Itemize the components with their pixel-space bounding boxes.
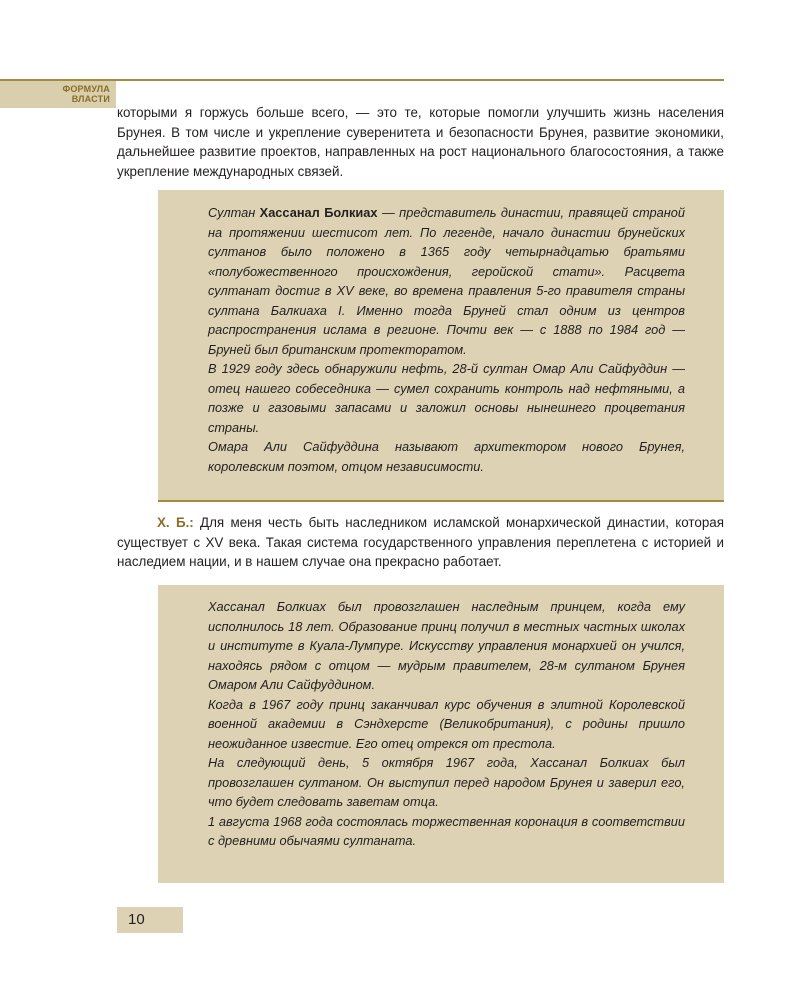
sidebar-box-biography-text xyxy=(208,597,685,851)
sidebar-box-dynasty-text xyxy=(208,203,685,476)
box2-paragraph-4: 1 августа 1968 года состоялась торжественная коронация в соответствии с древними обычаями султаната. xyxy=(208,813,685,848)
section-tab xyxy=(0,81,116,108)
box2-paragraph-1: Хассанал Болкиах был провозглашен наследным принцем, когда ему исполнилось 18 лет. Образование принц получил в местных частных школах и институте в Куала-Лумпуре. Искусству управления монархией он учился, находясь рядом с отцом — мудрым правителем, 28-м султаном Брунея Омаром Али Сайфуддином. xyxy=(208,599,685,692)
section-title-line2: ВЛАСТИ xyxy=(71,94,110,104)
sidebar-box-biography xyxy=(158,585,724,883)
box2-paragraph-3: На следующий день, 5 октября 1967 года, Хассанал Болкиах был провозглашен султаном. Он выступил перед народом Брунея и заверил его, что будет следовать заветам отца. xyxy=(208,755,685,809)
page-number: 10 xyxy=(117,907,183,933)
box-divider-rule xyxy=(158,500,724,502)
answer-paragraph xyxy=(117,513,724,572)
box2-paragraph-2: Когда в 1967 году принц заканчивал курс обучения в элитной Королевской военной академии в Сэндхерсте (Великобритания), с родины пришло неожиданное известие. Его отец отрекся от престола. xyxy=(208,696,685,751)
sidebar-box-dynasty xyxy=(158,190,724,500)
box1-paragraph-3: Омара Али Сайфуддина называют архитектором нового Брунея, королевским поэтом, отцом независимости. xyxy=(208,439,685,474)
sultan-name: Хассанал Болкиах xyxy=(259,205,378,220)
box1-paragraph-2: В 1929 году здесь обнаружили нефть, 28-й султан Омар Али Сайфуддин — отец нашего собеседника — сумел сохранить контроль над нефтяными, а позже и газовыми запасами и заложил основы нынешнего процветания страны. xyxy=(208,361,685,435)
section-title-line1: ФОРМУЛА xyxy=(62,84,110,94)
box1-lead: Султан xyxy=(208,205,260,220)
answer-text: Для меня честь быть наследником исламской монархической династии, которая существует с XV века. Такая система государственного управления переплетена с историей и наследием нации, и в нашем случае она прекрасно работает. xyxy=(117,515,724,570)
box1-paragraph-1 xyxy=(208,203,685,359)
intro-paragraph: которыми я горжусь больше всего, — это те, которые помогли улучшить жизнь населения Брунея. В том числе и укрепление суверенитета и безопасности Брунея, развитие экономики, дальнейшее развитие проектов, направленных на рост национального благосостояния, а также укрепление международных связей. xyxy=(117,105,724,179)
speaker-label: Х. Б.: xyxy=(157,515,194,530)
box1-p1-rest: — представитель династии, правящей страной на протяжении шестисот лет. По легенде, начало династии брунейских султанов было положено в 1365 году четырнадцатью братьями «полубожественного происхождения, геройской стати». Расцвета султанат достиг в XV веке, во времена правления 5-го правителя страны султана Балкиаха I. Именно тогда Бруней стал одним из центров распространения ислама в регионе. Почти век — с 1888 по 1984 год — Бруней был британским протекторатом. xyxy=(208,205,685,357)
